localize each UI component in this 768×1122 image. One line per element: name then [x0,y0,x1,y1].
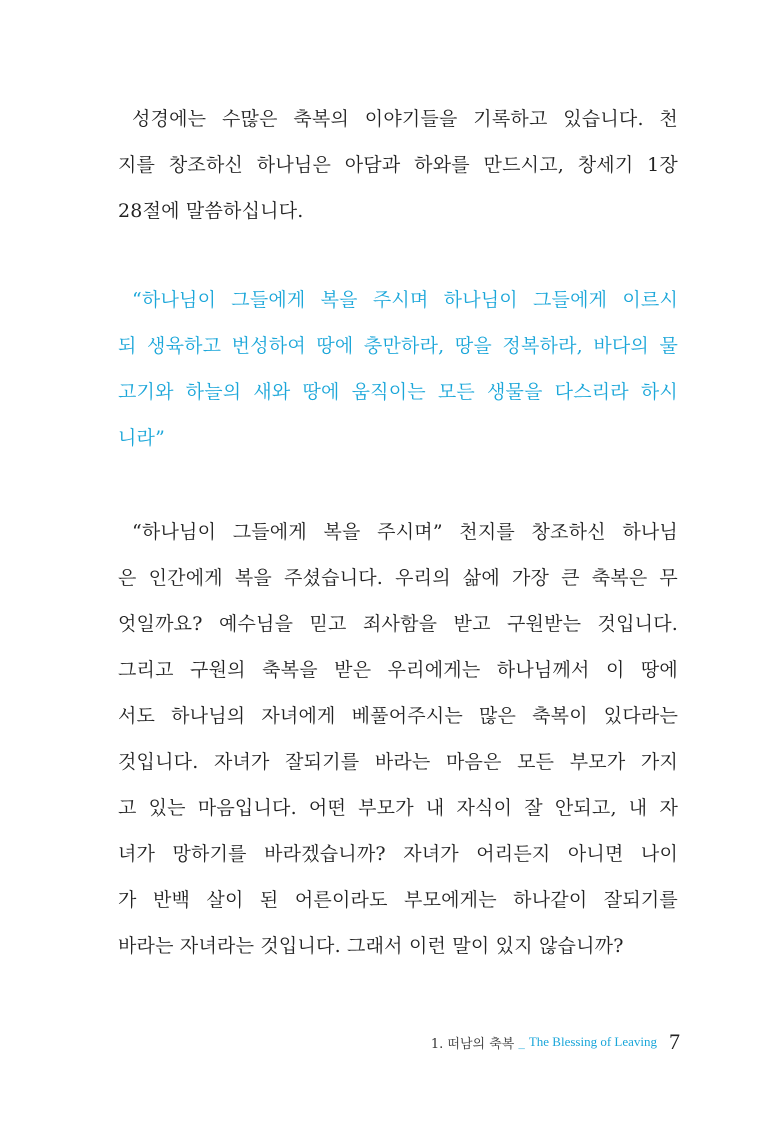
quote-line: 되 생육하고 번성하여 땅에 충만하라, 땅을 정복하라, 바다의 물 [118,335,678,357]
text-line: 은 인간에게 복을 주셨습니다. 우리의 삶에 가장 큰 축복은 무 [118,567,678,589]
text-line: 녀가 망하기를 바라겠습니까? 자녀가 어리든지 아니면 나이 [118,843,678,865]
text-line: “하나님이 그들에게 복을 주시며” 천지를 창조하신 하나님 [132,521,678,543]
page-number: 7 [669,1029,680,1054]
text-line: 서도 하나님의 자녀에게 베풀어주시는 많은 축복이 있다라는 [118,705,678,727]
text-line: 28절에 말씀하십니다. [118,200,304,222]
quote-line: “하나님이 그들에게 복을 주시며 하나님이 그들에게 이르시 [132,289,678,311]
text-line: 그리고 구원의 축복을 받은 우리에게는 하나님께서 이 땅에 [118,659,678,681]
page-footer [431,1022,680,1062]
text-line: 성경에는 수많은 축복의 이야기들을 기록하고 있습니다. 천 [132,108,678,130]
scripture-quote [118,277,678,461]
paragraph-intro [118,96,678,234]
chapter-title: 1. 떠남의 축복 [430,1036,515,1052]
chapter-english-title: The Blessing of Leaving [528,1034,657,1049]
text-line: 바라는 자녀라는 것입니다. 그래서 이런 말이 있지 않습니까? [118,935,624,957]
text-line: 것입니다. 자녀가 잘되기를 바라는 마음은 모든 부모가 가지 [118,751,678,773]
quote-line: 니라” [118,427,166,449]
text-line: 가 반백 살이 된 어른이라도 부모에게는 하나같이 잘되기를 [118,889,678,911]
footer-separator: _ [518,1034,525,1050]
text-line: 엇일까요? 예수님을 믿고 죄사함을 받고 구원받는 것입니다. [118,613,678,635]
paragraph-body [118,509,678,969]
text-line: 지를 창조하신 하나님은 아담과 하와를 만드시고, 창세기 1장 [118,154,678,176]
text-line: 고 있는 마음입니다. 어떤 부모가 내 자식이 잘 안되고, 내 자 [118,797,678,819]
quote-line: 고기와 하늘의 새와 땅에 움직이는 모든 생물을 다스리라 하시 [118,381,678,403]
